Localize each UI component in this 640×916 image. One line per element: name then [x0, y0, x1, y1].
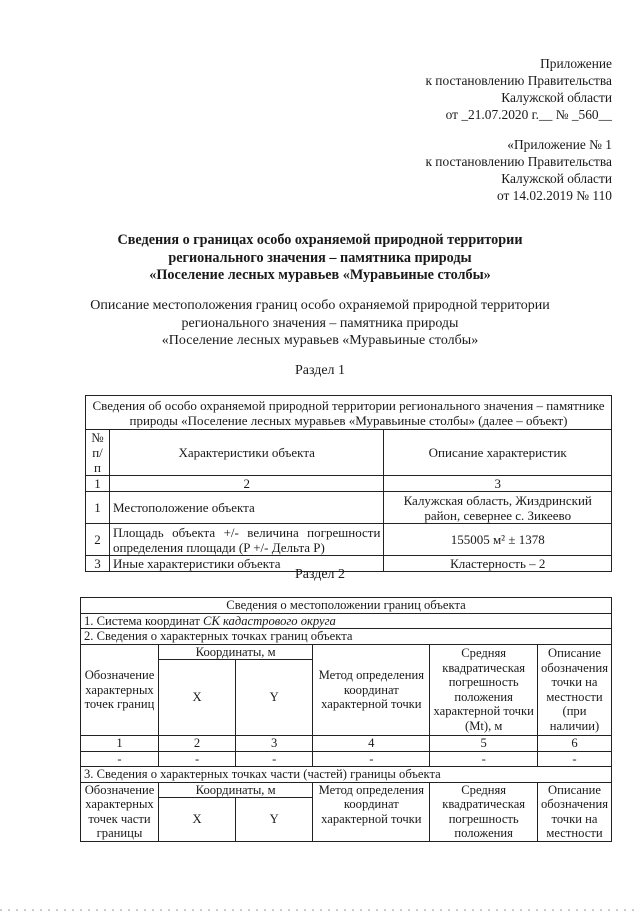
row-value: 155005 м² ± 1378 [384, 524, 612, 556]
header-error: Средняя квадратическая погрешность положения характерной точки (Mt), м [430, 644, 538, 736]
coordinate-system-label: 1. Система координат [84, 613, 204, 628]
appendix-line: Приложение [540, 56, 612, 71]
title-line: Сведения о границах особо охраняемой природной территории [117, 232, 523, 248]
table-caption: Сведения об особо охраняемой природной территории регионального значения – памятнике природы «Поселение лесных муравьев «Муравьиные столбы» (далее – объект) [86, 396, 612, 430]
empty-cell: - [81, 751, 159, 767]
empty-cell: - [236, 751, 313, 767]
table-caption: Сведения о местоположении границ объекта [81, 598, 612, 614]
dotted-line [0, 909, 640, 911]
row-characteristic: Площадь объекта +/- величина погрешности определения площади (P +/- Дельта P) [109, 524, 383, 556]
header-coordinates: Координаты, м [158, 782, 312, 798]
header-description: Описание обозначения точки на местности [537, 782, 611, 842]
section-1-heading: Раздел 1 [294, 363, 346, 378]
coordinate-system-row [81, 613, 612, 629]
table-row [86, 524, 612, 556]
row-value: Кластерность – 2 [384, 556, 612, 572]
header-method: Метод определения координат характерной точки [313, 782, 430, 842]
header-y: Y [236, 660, 313, 736]
boundary-points-table [80, 597, 612, 842]
column-number: 5 [430, 736, 538, 752]
header-x: X [158, 660, 235, 736]
appendix-line: Калужской области [501, 90, 612, 105]
document-subtitle [50, 297, 590, 350]
appendix-block [252, 55, 612, 123]
header-description: Описание обозначения точки на местности (при наличии) [537, 644, 611, 736]
row-number: 2 [86, 524, 110, 556]
appendix-line: от 14.02.2019 № 110 [496, 188, 612, 203]
title-line: регионального значения – памятника природы [168, 249, 472, 266]
header-part-points: Обозначение характерных точек части границы [81, 782, 159, 842]
column-header-characteristics: Характеристики объекта [109, 430, 383, 476]
column-number: 3 [236, 736, 313, 752]
row-value: Калужская область, Жиздринский район, севернее с. Зикеево [384, 492, 612, 524]
empty-cell: - [158, 751, 235, 767]
header-x: X [158, 798, 235, 842]
previous-appendix-block [252, 136, 612, 204]
column-number: 1 [81, 736, 159, 752]
document-title [60, 232, 580, 285]
appendix-line: «Приложение № 1 [507, 137, 612, 152]
scan-edge-artifact [0, 898, 640, 899]
empty-cell: - [313, 751, 430, 767]
table-row [86, 492, 612, 524]
points-section-row: 2. Сведения о характерных точках границ объекта [81, 629, 612, 645]
column-number: 6 [537, 736, 611, 752]
appendix-line: к постановлению Правительства [425, 73, 612, 88]
column-header-number: № п/п [86, 430, 110, 476]
table-row [81, 751, 612, 767]
empty-cell: - [537, 751, 611, 767]
object-info-table [85, 395, 612, 572]
column-number: 4 [313, 736, 430, 752]
row-number: 1 [86, 492, 110, 524]
title-line: «Поселение лесных муравьев «Муравьиные столбы» [149, 267, 491, 283]
appendix-line: к постановлению Правительства [425, 154, 612, 169]
header-points: Обозначение характерных точек границ [81, 644, 159, 736]
column-number: 2 [109, 476, 383, 492]
header-error: Средняя квадратическая погрешность положения [430, 782, 538, 842]
subtitle-line: «Поселение лесных муравьев «Муравьиные столбы» [161, 333, 479, 348]
row-number: 3 [86, 556, 110, 572]
column-number: 2 [158, 736, 235, 752]
header-y: Y [236, 798, 313, 842]
section-2-heading: Раздел 2 [294, 567, 346, 582]
header-method: Метод определения координат характерной точки [313, 644, 430, 736]
part-points-section-row: 3. Сведения о характерных точках части (частей) границы объекта [81, 767, 612, 783]
column-header-description: Описание характеристик [384, 430, 612, 476]
subtitle-line: Описание местоположения границ особо охраняемой природной территории [90, 298, 550, 313]
column-number: 1 [86, 476, 110, 492]
coordinate-system-value: СК кадастрового округа [203, 613, 336, 628]
row-characteristic: Иные характеристики объекта [109, 556, 383, 572]
empty-cell: - [430, 751, 538, 767]
header-coordinates: Координаты, м [158, 644, 312, 660]
appendix-line: Калужской области [501, 171, 612, 186]
appendix-line: от _21.07.2020 г.__ № _560__ [445, 107, 612, 122]
column-number: 3 [384, 476, 612, 492]
subtitle-line: регионального значения – памятника природы [181, 315, 459, 331]
row-characteristic: Местоположение объекта [109, 492, 383, 524]
